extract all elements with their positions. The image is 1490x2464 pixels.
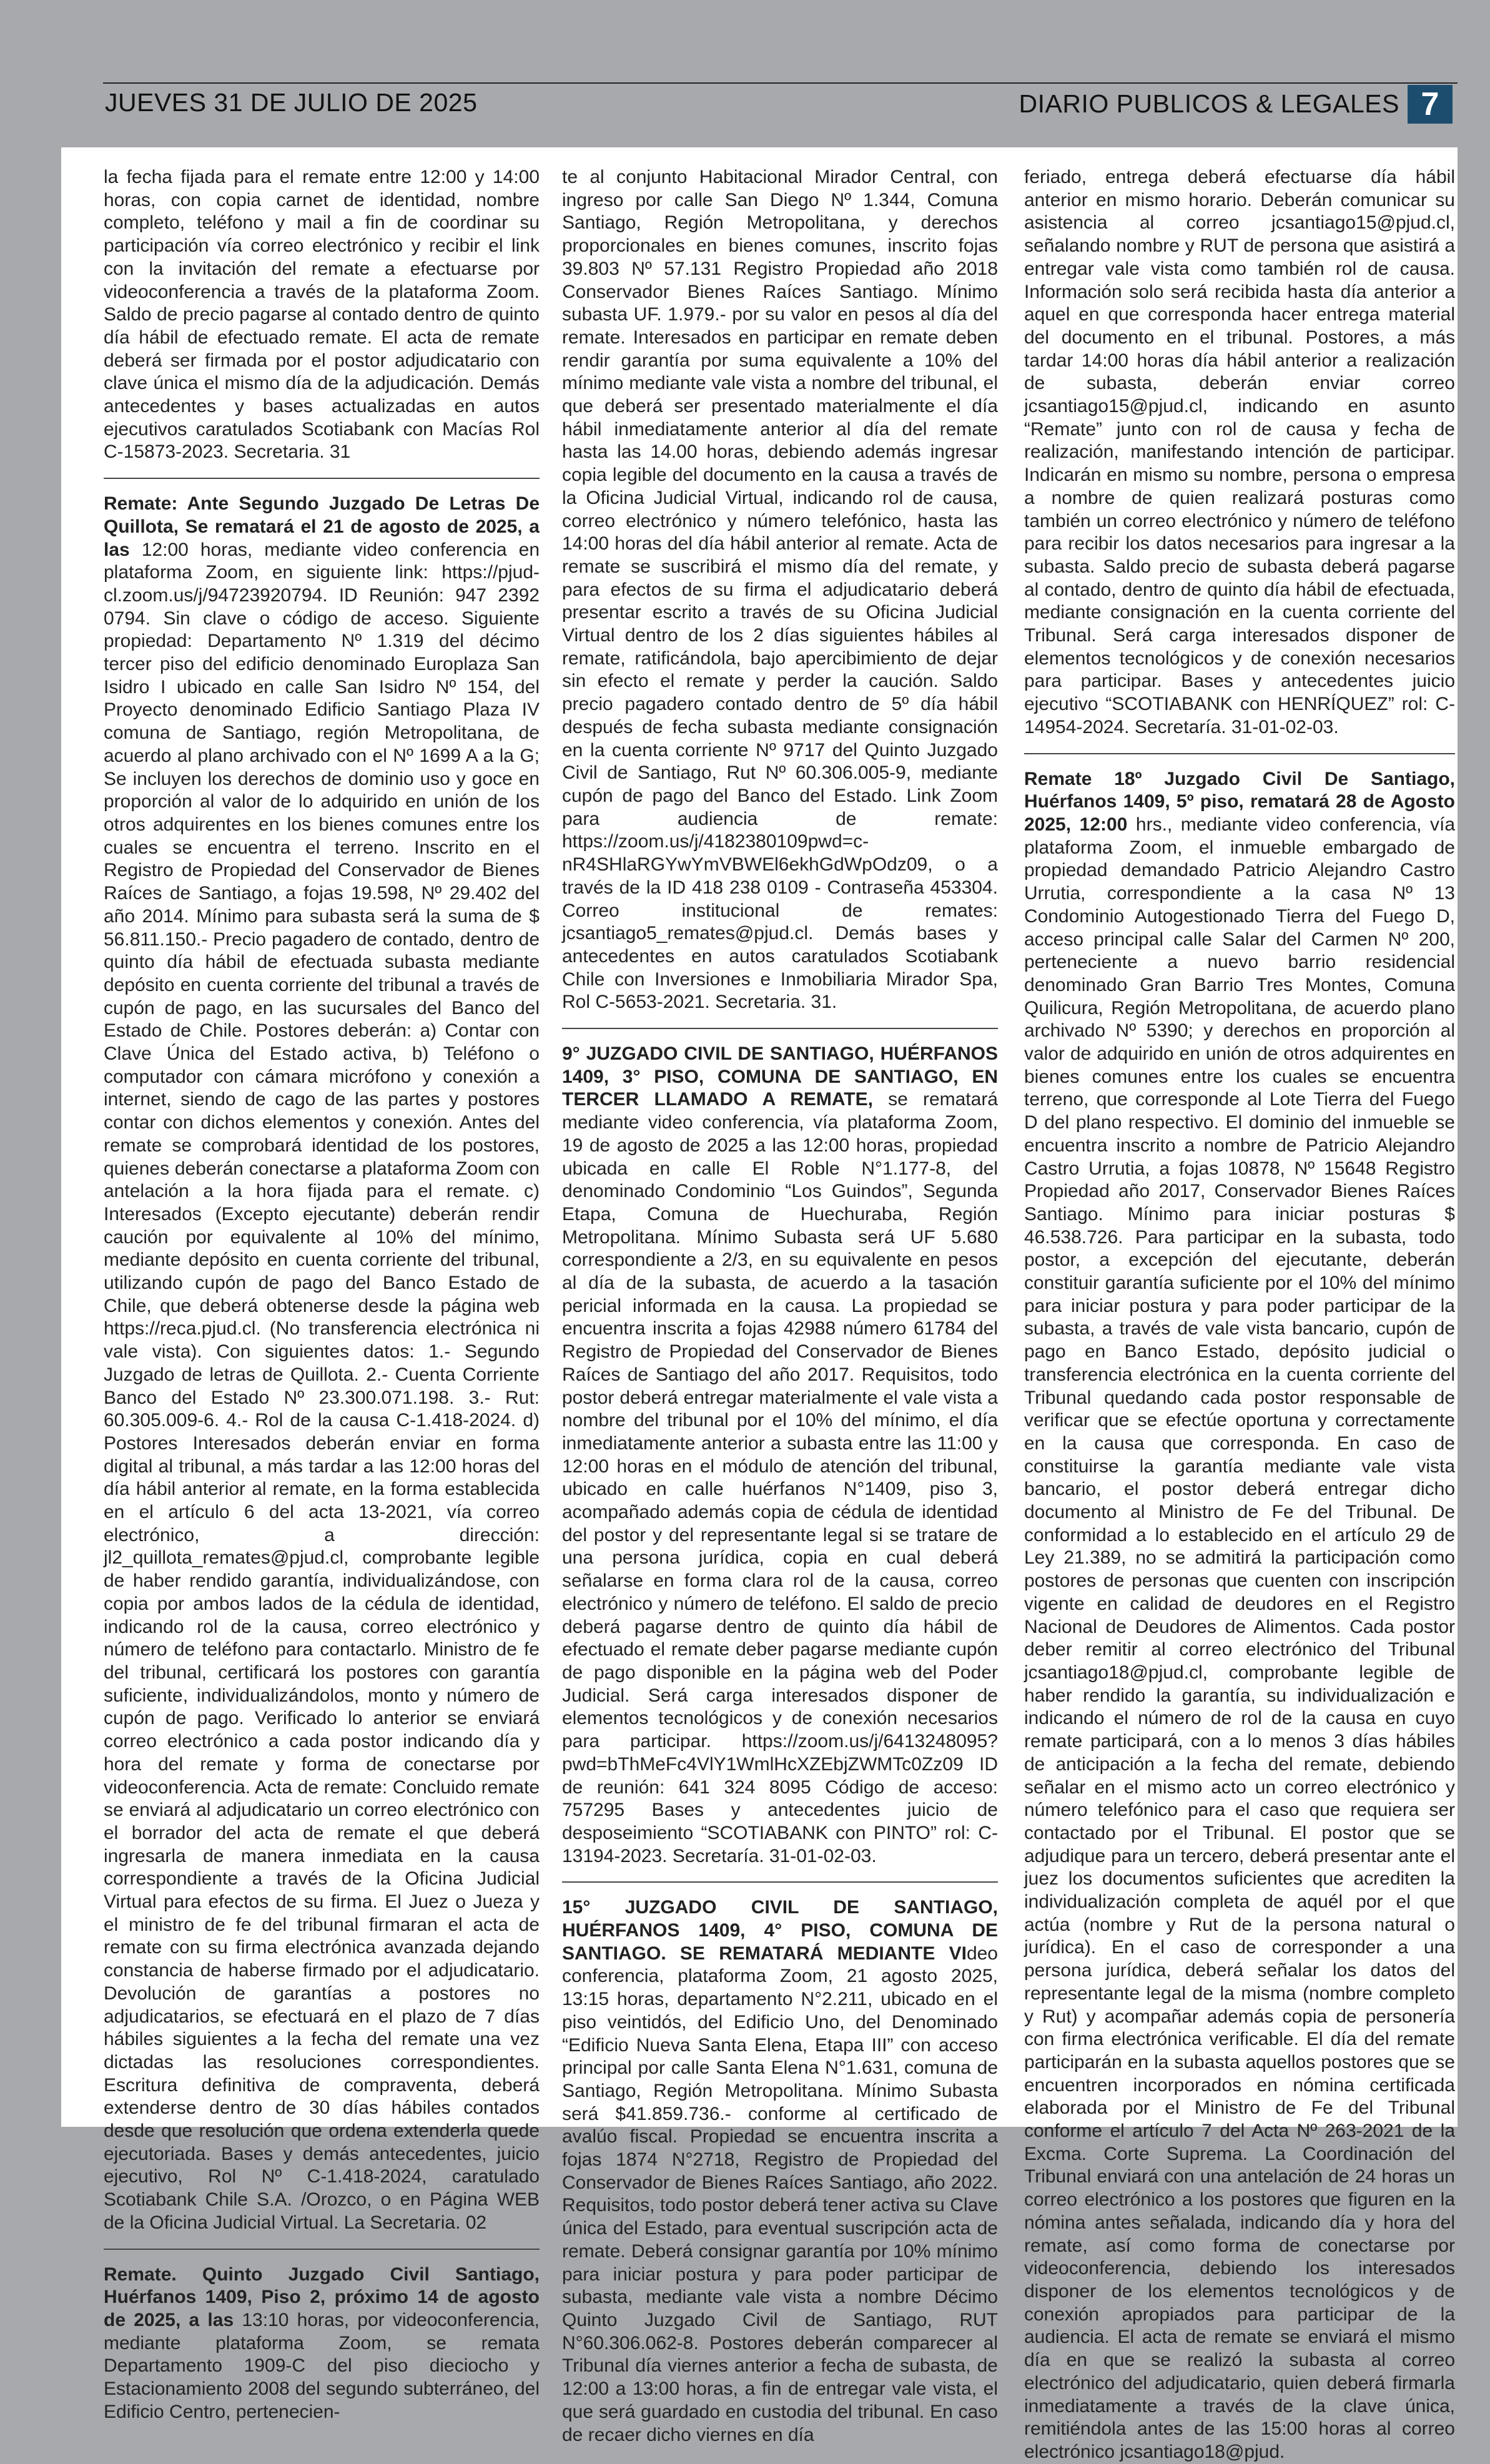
publication-name: DIARIO PUBLICOS & LEGALES	[1019, 89, 1399, 118]
notice	[104, 493, 540, 2234]
issue-date: JUEVES 31 DE JULIO DE 2025	[105, 88, 478, 117]
notice-body: hrs., mediante video conferencia, vía plataforma Zoom, el inmueble embargado de propiedad demandado Patricio Alejandro Castro Urrutia, correspondiente a la casa Nº 13 Condominio Autogestionado Tierra del Fuego D, acceso principal calle Salar del Carmen Nº 200, perteneciente a nuevo barrio residencial denominado Gran Barrio Tres Montes, Comuna Quilicura, Región Metropolitana, de acuerdo plano archivado Nº 5390; y derechos en proporción al valor de adquirido en unión de otros adquirentes en bienes comunes entre los cuales se encuentra terreno, que corresponde al Lote Tierra del Fuego D del plano respectivo. El dominio del inmueble se encuentra inscrito a nombre de Patricio Alejandro Castro Urrutia, a fojas 10878, Nº 15648 Registro Propiedad año 2017, Conservador Bienes Raíces Santiago. Mínimo para iniciar posturas $ 46.538.726. Para participar en la subasta, todo postor, a excepción del ejecutante, deberán constituir garantía suficiente por el 10% del mínimo para iniciar postura y para poder participar de la subasta, a través de vale vista bancario, cupón de pago en Banco Estado, depósito judicial o transferencia electrónica en la cuenta corriente del Tribunal quedando cada postor responsable de verificar que se efectúe oportuna y correctamente en la causa que corresponda. En caso de constituirse la garantía mediante vale vista bancario, el postor deberá entregar dicho documento al Ministro de Fe del Tribunal. De conformidad a lo establecido en el artículo 29 de Ley 21.389, no se admitirá la participación como postores de personas que cuenten con inscripción vigente en calidad de deudores en el Registro Nacional de Deudores de Alimentos. Cada postor deber remitir al correo electrónico del Tribunal jcsantiago18@pjud.cl, comprobante legible de haber rendido la garantía, su individualización e indicando el número de rol de la causa en cuyo remate participará, con a lo menos 3 días hábiles de anticipación a la fecha del remate, debiendo señalar en el mismo acto un correo electrónico y número telefónico para el caso que requiera ser contactado por el Tribunal. El postor que se adjudique para un tercero, deberá presentar ante el juez los documentos suficientes que acrediten la individualización completa de aquél por el que actúa (nombre y Rut de la persona natural o jurídica). En el caso de corresponder a una persona jurídica, deberá señalar los datos del representante legal de la misma (nombre completo y Rut) y acompañar además copia de personería con firma electrónica verificable. El día del remate participarán en la subasta aquellos postores que se encuentren incorporados en nómina certificada elaborada por el Ministro de Fe del Tribunal conforme el artículo 7 del Acta Nº 263-2021 de la Excma. Corte Suprema. La Coordinación del Tribunal enviará con una antelación de 24 horas un correo electrónico a los postores que figuren en la nómina antes señalada, indicando día y hora del remate, así como forma de conectarse por videoconferencia, debiendo los interesados disponer de los elementos tecnológicos y de conexión apropiados para participar de la audiencia. El acta de remate se enviará el mismo día en que se realizó la subasta al correo electrónico del adjudicatario, quien deberá firmarla inmediatamente a través de la clave única, remitiéndola antes de las 15:00 horas al correo electrónico jcsantiago18@pjud.	[1024, 814, 1456, 2462]
notice-heading: Remate: Ante Segundo Juzgado De Letras De Quillota, Se rematará el 21 de agosto de 2025, a las	[104, 493, 540, 560]
notice-body: deo conferencia, plataforma Zoom, 21 agosto 2025, 13:15 horas, departamento N°2.211, ubicado en el piso veintidós, del Edificio Uno, del Denominado “Edificio Nueva Santa Elena, Etapa III” con acceso principal por calle Santa Elena N°1.631, comuna de Santiago, Región Metropolitana. Mínimo Subasta será $41.859.736.- conforme al certificado de avalúo fiscal. Propiedad se encuentra inscrita a fojas 1874 N°2718, Registro de Propiedad del Conservador de Bienes Raíces Santiago, año 2022. Requisitos, todo postor deberá tener activa su Clave única del Estado, para eventual suscripción acta de remate. Deberá consignar garantía por 10% mínimo para iniciar postura y para poder participar de subasta, mediante vale vista a nombre Décimo Quinto Juzgado Civil de Santiago, RUT N°60.306.062-8. Postores deberán comparecer al Tribunal día viernes anterior a fecha de subasta, de 12:00 a 13:00 horas, a fin de entregar vale vista, el que será guardado en custodia del tribunal. En caso de recaer dicho viernes en día	[562, 1943, 998, 2445]
column-2	[562, 166, 998, 2447]
column-1	[104, 166, 540, 2424]
notice	[562, 1896, 998, 2447]
notice	[1024, 768, 1455, 2464]
notice-divider	[1024, 753, 1455, 754]
notice	[104, 2264, 540, 2424]
newspaper-page	[61, 147, 1458, 2462]
page-number: 7	[1408, 85, 1453, 124]
notice-divider	[104, 2249, 540, 2250]
notice-body: feriado, entrega deberá efectuarse día hábil anterior en mismo horario. Deberán comunicar su asistencia al correo jcsantiago15@pjud.cl, señalando nombre y RUT de persona que asistirá a entregar vale vista como también rol de causa. Información solo será recibida hasta día anterior a aquel en que corresponda hacer entrega material del documento en el tribunal. Postores, a más tardar 14:00 horas día hábil anterior a realización de subasta, deberán enviar correo jcsantiago15@pjud.cl, indicando en asunto “Remate” junto con rol de causa y fecha de realización, manifestando intención de participar. Indicarán en mismo su nombre, persona o empresa a nombre de quien realizará posturas como también un correo electrónico y número de teléfono para recibir los datos necesarios para ingresar a la subasta. Saldo precio de subasta deberá pagarse al contado, dentro de quinto día hábil de efectuada, mediante consignación en la cuenta corriente del Tribunal. Será carga interesados disponer de elementos tecnológicos y de conexión necesarios para participar. Bases y antecedentes juicio ejecutivo “SCOTIABANK con HENRÍQUEZ” rol: C-14954-2024. Secretaría. 31-01-02-03.	[1024, 167, 1455, 737]
notice-body: 13:10 horas, por videoconferencia, mediante plataforma Zoom, se remata Departamento 1909-C del piso dieciocho y Estacionamiento 2008 del segundo subterráneo, del Edificio Centro, pertenecien-	[104, 2309, 540, 2422]
header-rule	[103, 82, 1458, 84]
notice	[562, 1043, 998, 1868]
notice-heading: 15° JUZGADO CIVIL DE SANTIAGO, HUÉRFANOS 1409, 4° PISO, COMUNA DE SANTIAGO. SE REMATARÁ MEDIANTE VI	[562, 1897, 998, 1964]
notice-body: la fecha fijada para el remate entre 12:00 y 14:00 horas, con copia carnet de identidad, nombre completo, teléfono y mail a fin de coordinar su participación vía correo electrónico y recibir el link con la invitación del remate a efectuarse por videoconferencia a través de la plataforma Zoom. Saldo de precio pagarse al contado dentro de quinto día hábil de efectuado remate. El acta de remate deberá ser firmada por el postor adjudicatario con clave única el mismo día de la adjudicación. Demás antecedentes y bases actualizadas en autos ejecutivos caratulados Scotiabank con Macías Rol C-15873-2023. Secretaria. 31	[104, 167, 540, 463]
notice-heading: Remate. Quinto Juzgado Civil Santiago, Huérfanos 1409, Piso 2, próximo 14 de agosto de 2025, a las	[104, 2264, 540, 2330]
notice-heading: Remate 18º Juzgado Civil De Santiago, Huérfanos 1409, 5º piso, rematará 28 de Agosto 2025, 12:00	[1024, 768, 1455, 835]
notice-body: te al conjunto Habitacional Mirador Central, con ingreso por calle San Diego Nº 1.344, Comuna Santiago, Región Metropolitana, y derechos proporcionales en bienes comunes, inscrito fojas 39.803 Nº 57.131 Registro Propiedad año 2018 Conservador Bienes Raíces Santiago. Mínimo subasta UF. 1.979.- por su valor en pesos al día del remate. Interesados en participar en remate deben rendir garantía por suma equivalente a 10% del mínimo mediante vale vista a nombre del tribunal, el que deberá ser presentado materialmente el día hábil inmediatamente anterior al día del remate hasta las 14.00 horas, debiendo además ingresar copia legible del documento en la causa a través de la Oficina Judicial Virtual, indicando rol de causa, correo electrónico y número telefónico, hasta las 14:00 horas del día hábil anterior al remate. Acta de remate se suscribirá el mismo día del remate, y para efectos de su firma el adjudicatario deberá presentar escrito a través de su Oficina Judicial Virtual dentro de los 2 días siguientes hábiles al remate, ratificándola, bajo apercibimiento de dejar sin efecto el remate y perder la caución. Saldo precio pagadero contado dentro de 5º día hábil después de fecha subasta mediante consignación en la cuenta corriente Nº 9717 del Quinto Juzgado Civil de Santiago, Rut Nº 60.306.005-9, mediante cupón de pago del Banco del Estado. Link Zoom para audiencia de remate: https://zoom.us/j/4182380109pwd=c-nR4SHlaRGYwYmVBWEl6ekhGdWpOdz09, o a través de la ID 418 238 0109 - Contraseña 453304. Correo institucional de remates: jcsantiago5_remates@pjud.cl. Demás bases y antecedentes en autos caratulados Scotiabank Chile con Inversiones e Inmobiliaria Mirador Spa, Rol C-5653-2021. Secretaria. 31.	[562, 167, 998, 1013]
notice	[1024, 166, 1455, 739]
notice-heading: 9° JUZGADO CIVIL DE SANTIAGO, HUÉRFANOS 1409, 3° PISO, COMUNA DE SANTIAGO, EN TERCER LLAMADO A REMATE,	[562, 1043, 998, 1110]
notice-divider	[562, 1881, 998, 1883]
notice-divider	[104, 478, 540, 479]
column-3	[1024, 166, 1455, 2464]
notice	[562, 166, 998, 1014]
notice	[104, 166, 540, 464]
page-header	[0, 0, 1490, 147]
notice-divider	[562, 1028, 998, 1029]
notice-body: se rematará mediante video conferencia, vía plataforma Zoom, 19 de agosto de 2025 a las 12:00 horas, propiedad ubicada en calle El Roble N°1.177-8, del denominado Condominio “Los Guindos”, Segunda Etapa, Comuna de Huechuraba, Región Metropolitana. Mínimo Subasta será UF 5.680 correspondiente a 2/3, en su equivalente en pesos al día de la subasta, de acuerdo a la tasación pericial informada en la causa. La propiedad se encuentra inscrita a fojas 42988 número 61784 del Registro de Propiedad del Conservador de Bienes Raíces de Santiago del año 2017. Requisitos, todo postor deberá entregar materialmente el vale vista a nombre del tribunal por el 10% del mínimo, el día inmediatamente anterior a subasta entre las 11:00 y 12:00 horas en el módulo de atención del tribunal, ubicado en calle huérfanos N°1409, piso 3, acompañado además copia de cédula de identidad del postor y del representante legal si se tratare de una persona jurídica, copia en cual deberá señalarse en forma clara rol de la causa, correo electrónico y número de teléfono. El saldo de precio deberá pagarse dentro de quinto día hábil de efectuado el remate deber pagarse mediante cupón de pago disponible en la página web del Poder Judicial. Será carga interesados disponer de elementos tecnológicos y de conexión necesarios para participar. https://zoom.us/j/6413248095?pwd=bThMeFc4VlY1WmlHcXZEbjZWMTc0Zz09 ID de reunión: 641 324 8095 Código de acceso: 757295 Bases y antecedentes juicio de desposeimiento “SCOTIABANK con PINTO” rol: C-13194-2023. Secretaría. 31-01-02-03.	[562, 1089, 998, 1866]
notice-body: 12:00 horas, mediante video conferencia en plataforma Zoom, en siguiente link: https://pjud-cl.zoom.us/j/94723920794. ID Reunión: 947 2392 0794. Sin clave o código de acceso. Siguiente propiedad: Departamento Nº 1.319 del décimo tercer piso del edificio denominado Europlaza San Isidro I ubicado en calle San Isidro Nº 154, del Proyecto denominado Edificio Santiago Plaza IV comuna de Santiago, región Metropolitana, de acuerdo al plano archivado con el Nº 1699 A a la G; Se incluyen los derechos de dominio uso y goce en proporción al valor de lo adquirido en unión de los otros adquirentes en los bienes comunes entre los cuales se encuentra el terreno. Inscrito en el Registro de Propiedad del Conservador de Bienes Raíces de Santiago, a fojas 19.598, Nº 29.402 del año 2014. Mínimo para subasta será la suma de $ 56.811.150.- Precio pagadero de contado, dentro de quinto día hábil de efectuada subasta mediante depósito en cuenta corriente del tribunal a través de cupón de pago, en las sucursales del Banco del Estado de Chile. Postores deberán: a) Contar con Clave Única del Estado activa, b) Teléfono o computador con cámara micrófono y conexión a internet, siendo de cago de las partes y postores contar con dichos elementos y conexión. Antes del remate se comprobará identidad de los postores, quienes deberán conectarse a plataforma Zoom con antelación a la hora fijada para el remate. c) Interesados (Excepto ejecutante) deberán rendir caución por equivalente al 10% del mínimo, mediante depósito en cuenta corriente del tribunal, utilizando cupón de pago del Banco Estado de Chile, que deberá obtenerse desde la página web https://reca.pjud.cl. (No transferencia electrónica ni vale vista). Con siguientes datos: 1.- Segundo Juzgado de letras de Quillota. 2.- Cuenta Corriente Banco del Estado Nº 23.300.071.198. 3.- Rut: 60.305.009-6. 4.- Rol de la causa C-1.418-2024. d) Postores Interesados deberán enviar en forma digital al tribunal, a más tardar a las 12:00 horas del día hábil anterior al remate, en la forma establecida en el artículo 6 del acta 13-2021, vía correo electrónico, a dirección: jl2_quillota_remates@pjud.cl, comprobante legible de haber rendido garantía, individualizándose, con copia por ambos lados de la cédula de identidad, indicando rol de la causa, correo electrónico y número de teléfono para contactarlo. Ministro de fe del tribunal, certificará los postores con garantía suficiente, individualizándolos, monto y número de cupón de pago. Verificado lo anterior se enviará correo electrónico a cada postor indicando día y hora del remate y forma de conectarse por videoconferencia. Acta de remate: Concluido remate se enviará al adjudicatario un correo electrónico con el borrador del acta de remate el que deberá ingresarla de manera inmediata en la causa correspondiente a través de la Oficina Judicial Virtual para efectos de su firma. El Juez o Jueza y el ministro de fe del tribunal firmaran el acta de remate con su firma electrónica avanzada dejando constancia de haberse firmado por el adjudicatario. Devolución de garantías a postores no adjudicatarios, se efectuará en el plazo de 7 días hábiles siguientes a la fecha del remate una vez dictadas las resoluciones correspondientes. Escritura definitiva de compraventa, deberá extenderse dentro de 30 días hábiles contados desde que resolución que ordena extenderla quede ejecutoriada. Bases y demás antecedentes, juicio ejecutivo, Rol Nº C-1.418-2024, caratulado Scotiabank Chile S.A. /Orozco, o en Página WEB de la Oficina Judicial Virtual. La Secretaria. 02	[104, 539, 540, 2233]
